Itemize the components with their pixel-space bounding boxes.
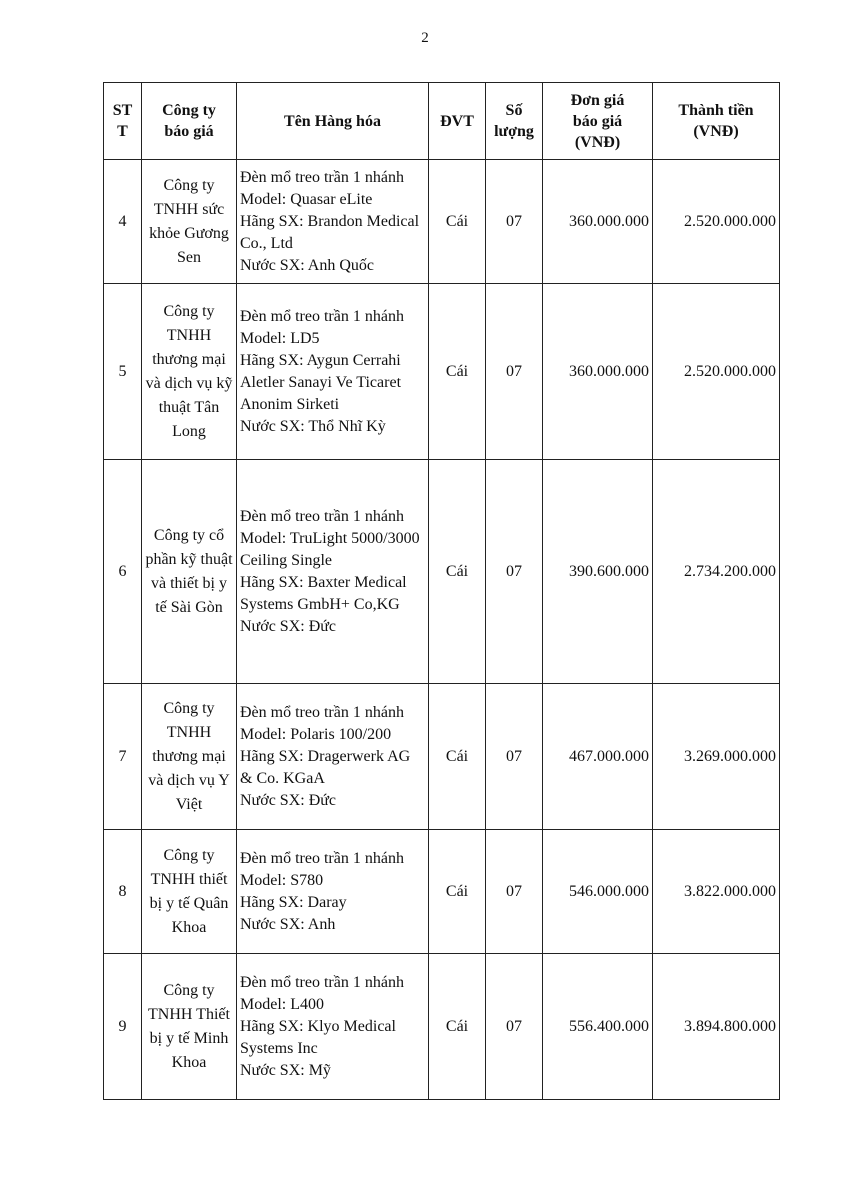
row-goods (237, 684, 429, 830)
row-total: 3.269.000.000 (653, 684, 780, 830)
goods-model: Model: Quasar eLite (240, 190, 373, 208)
row-goods (237, 460, 429, 684)
row-company: Công ty TNHH thương mại và dịch vụ kỹ thuật Tân Long (142, 284, 237, 460)
row-unit: Cái (429, 954, 486, 1100)
row-goods (237, 160, 429, 284)
row-total: 2.520.000.000 (653, 160, 780, 284)
goods-origin: Nước SX: Thổ Nhĩ Kỳ (240, 417, 386, 435)
row-unit: Cái (429, 160, 486, 284)
price-quote-table (103, 82, 780, 1100)
row-total: 2.734.200.000 (653, 460, 780, 684)
goods-manufacturer: Hãng SX: Baxter Medical Systems GmbH+ Co,KG (240, 573, 407, 613)
goods-name: Đèn mổ treo trần 1 nhánh (240, 973, 404, 991)
goods-model: Model: LD5 (240, 329, 320, 347)
row-unit-price: 390.600.000 (543, 460, 653, 684)
row-goods (237, 830, 429, 954)
row-company: Công ty TNHH sức khỏe Gương Sen (142, 160, 237, 284)
goods-manufacturer: Hãng SX: Aygun Cerrahi Aletler Sanayi Ve Ticaret Anonim Sirketi (240, 351, 402, 413)
row-company: Công ty TNHH thiết bị y tế Quân Khoa (142, 830, 237, 954)
header-unit-price: Đơn giá báo giá (VNĐ) (543, 83, 653, 160)
goods-origin: Nước SX: Đức (240, 791, 337, 809)
goods-name: Đèn mổ treo trần 1 nhánh (240, 507, 404, 525)
goods-model: Model: S780 (240, 871, 324, 889)
row-total: 3.894.800.000 (653, 954, 780, 1100)
goods-manufacturer: Hãng SX: Klyo Medical Systems Inc (240, 1017, 396, 1057)
goods-name: Đèn mổ treo trần 1 nhánh (240, 849, 404, 867)
row-quantity: 07 (486, 284, 543, 460)
row-stt: 4 (104, 160, 142, 284)
goods-origin: Nước SX: Mỹ (240, 1061, 331, 1079)
goods-manufacturer: Hãng SX: Brandon Medical Co., Ltd (240, 212, 420, 252)
goods-model: Model: Polaris 100/200 (240, 725, 392, 743)
row-unit: Cái (429, 284, 486, 460)
goods-name: Đèn mổ treo trần 1 nhánh (240, 307, 404, 325)
row-quantity: 07 (486, 684, 543, 830)
goods-origin: Nước SX: Anh Quốc (240, 256, 375, 274)
table-row (104, 284, 780, 460)
row-unit-price: 546.000.000 (543, 830, 653, 954)
table-row (104, 830, 780, 954)
goods-name: Đèn mổ treo trần 1 nhánh (240, 703, 404, 721)
goods-origin: Nước SX: Đức (240, 617, 337, 635)
row-company: Công ty cổ phần kỹ thuật và thiết bị y tế Sài Gòn (142, 460, 237, 684)
table-row (104, 954, 780, 1100)
row-unit-price: 360.000.000 (543, 160, 653, 284)
goods-model: Model: TruLight 5000/3000 Ceiling Single (240, 529, 420, 569)
goods-model: Model: L400 (240, 995, 324, 1013)
header-unit: ĐVT (429, 83, 486, 160)
goods-origin: Nước SX: Anh (240, 915, 336, 933)
row-stt: 6 (104, 460, 142, 684)
row-unit: Cái (429, 684, 486, 830)
header-quantity: Số lượng (486, 83, 543, 160)
table-row (104, 460, 780, 684)
row-total: 3.822.000.000 (653, 830, 780, 954)
row-stt: 9 (104, 954, 142, 1100)
row-company: Công ty TNHH thương mại và dịch vụ Y Việt (142, 684, 237, 830)
row-stt: 7 (104, 684, 142, 830)
table-header-row (104, 83, 780, 160)
row-stt: 5 (104, 284, 142, 460)
row-quantity: 07 (486, 954, 543, 1100)
header-stt: ST T (104, 83, 142, 160)
row-goods (237, 954, 429, 1100)
row-unit-price: 467.000.000 (543, 684, 653, 830)
row-quantity: 07 (486, 830, 543, 954)
row-quantity: 07 (486, 160, 543, 284)
header-goods: Tên Hàng hóa (237, 83, 429, 160)
row-total: 2.520.000.000 (653, 284, 780, 460)
table-row (104, 160, 780, 284)
row-company: Công ty TNHH Thiết bị y tế Minh Khoa (142, 954, 237, 1100)
row-quantity: 07 (486, 460, 543, 684)
header-company: Công ty báo giá (142, 83, 237, 160)
row-unit: Cái (429, 830, 486, 954)
row-stt: 8 (104, 830, 142, 954)
row-unit-price: 360.000.000 (543, 284, 653, 460)
goods-manufacturer: Hãng SX: Daray (240, 893, 347, 911)
row-unit-price: 556.400.000 (543, 954, 653, 1100)
row-goods (237, 284, 429, 460)
row-unit: Cái (429, 460, 486, 684)
goods-manufacturer: Hãng SX: Dragerwerk AG & Co. KGaA (240, 747, 411, 787)
header-total: Thành tiền (VNĐ) (653, 83, 780, 160)
page-number: 2 (421, 30, 429, 46)
table-row (104, 684, 780, 830)
goods-name: Đèn mổ treo trần 1 nhánh (240, 168, 404, 186)
